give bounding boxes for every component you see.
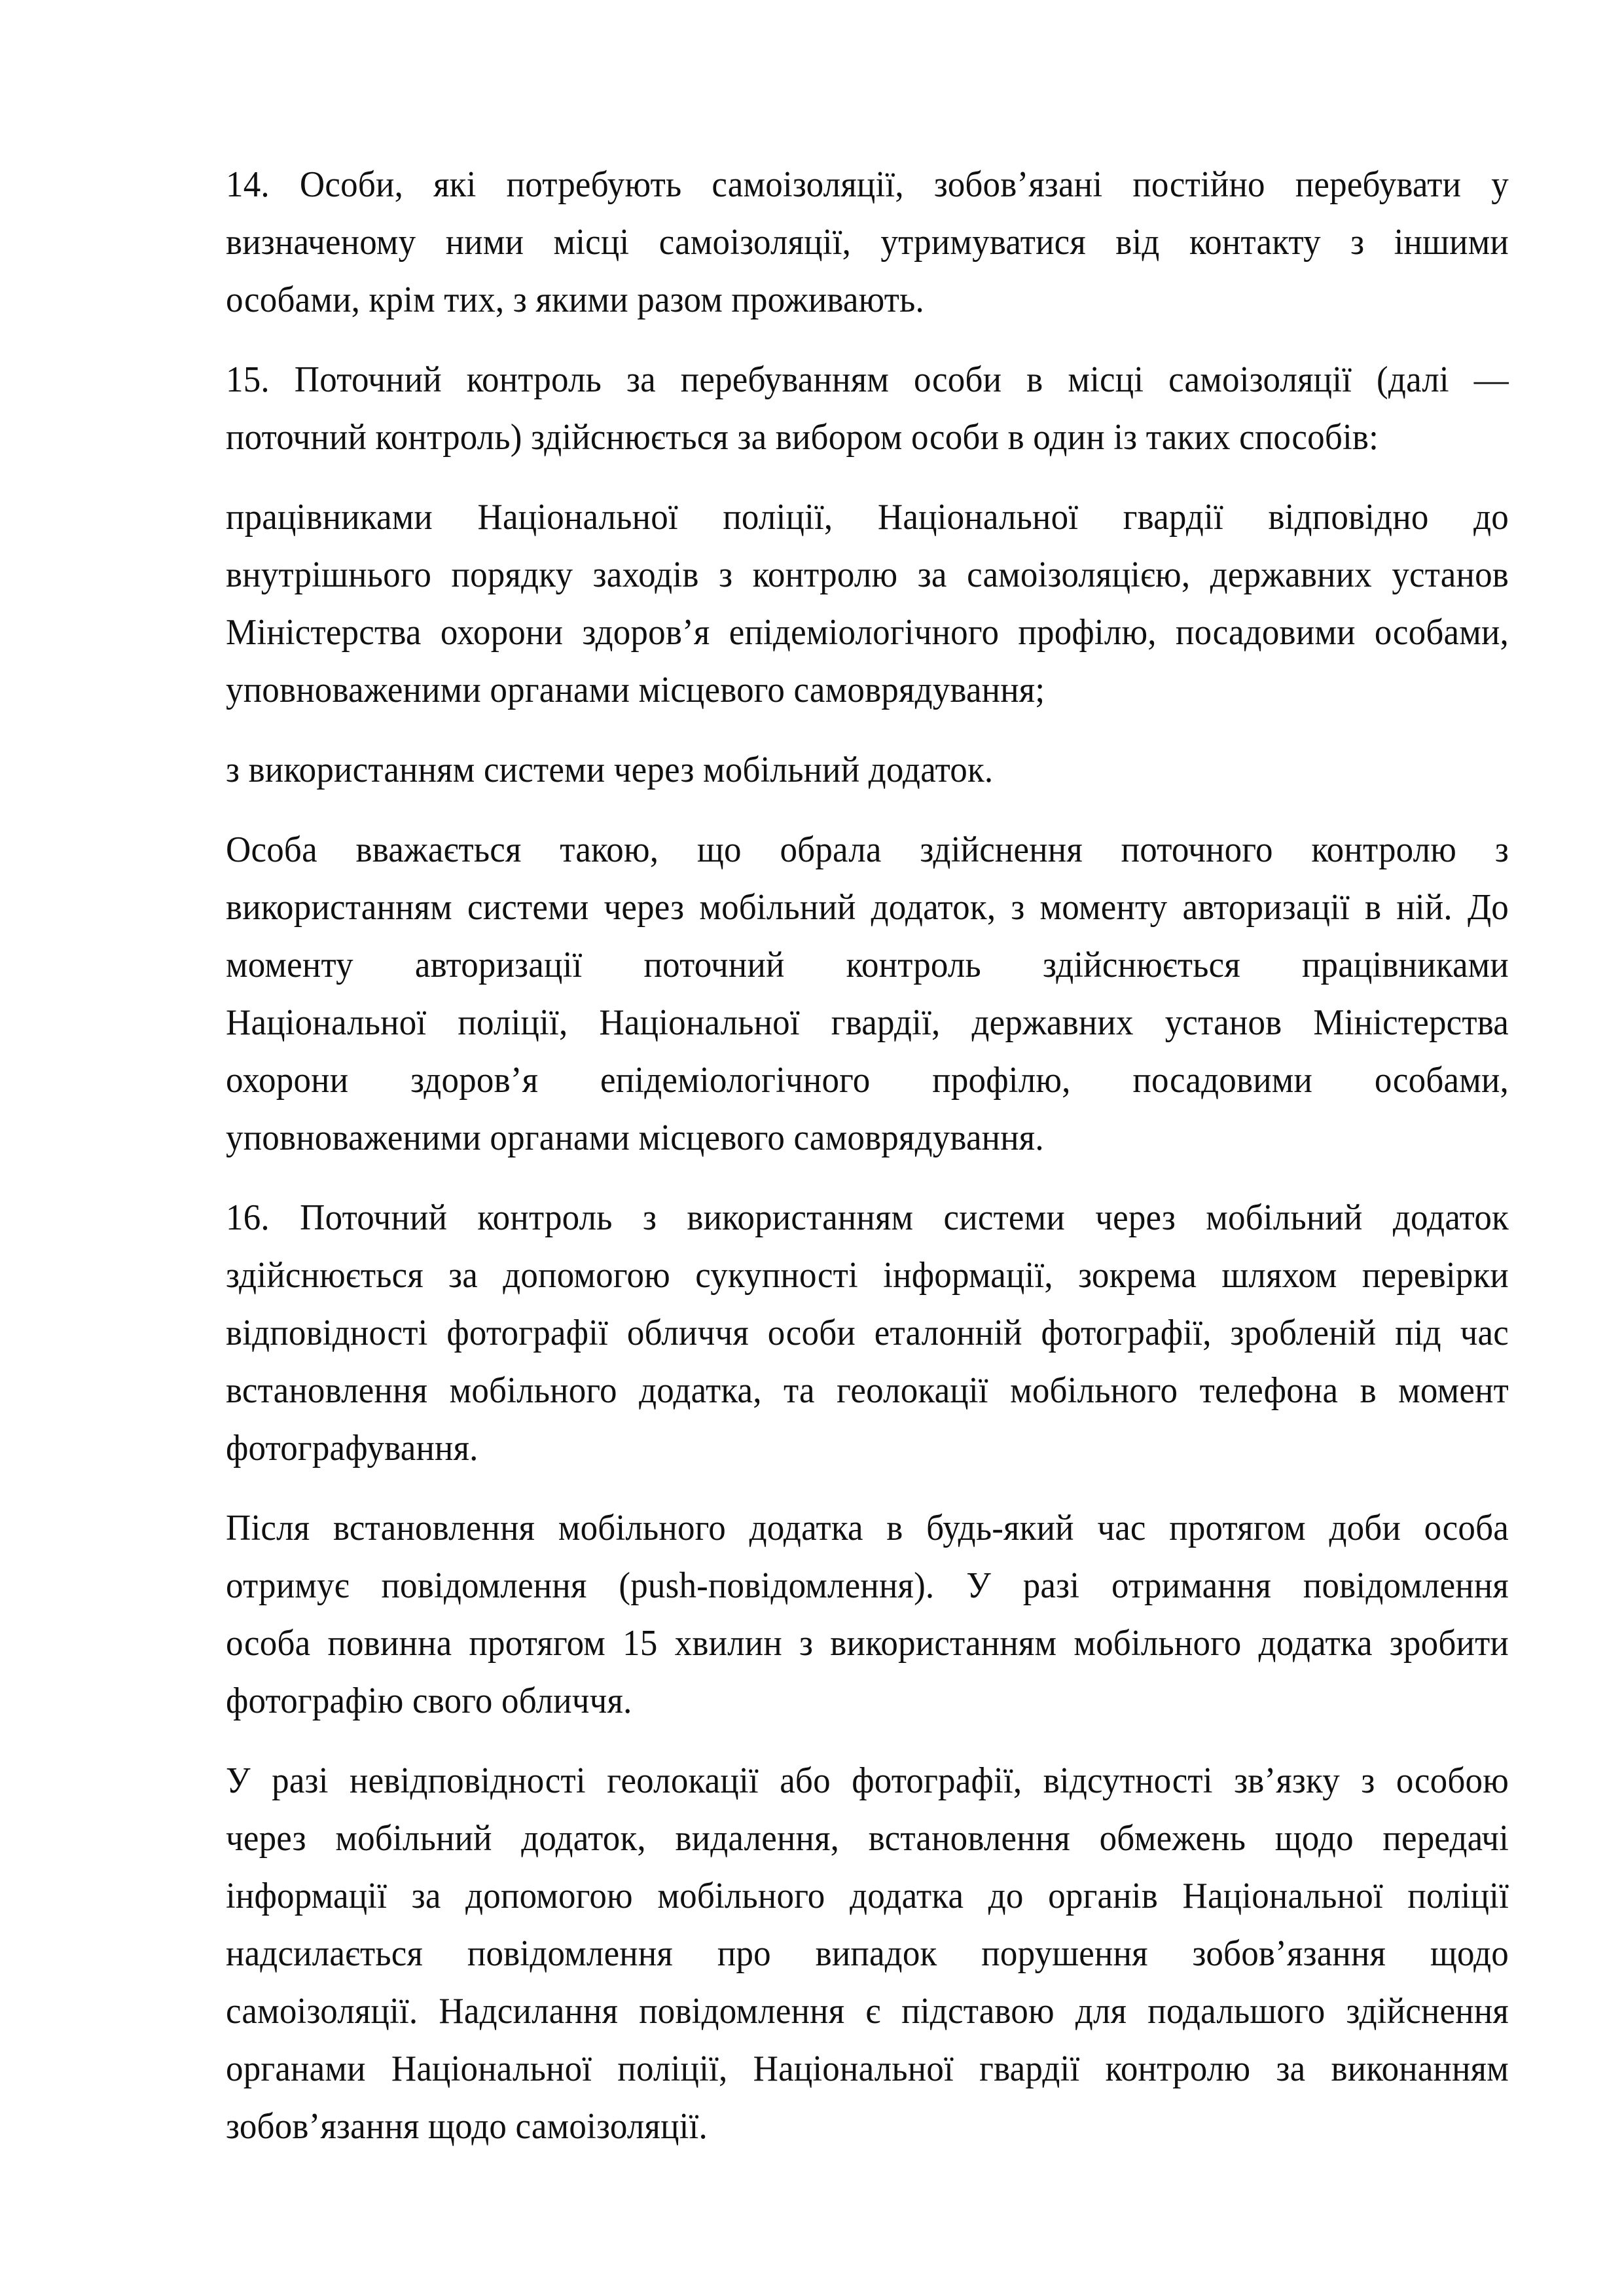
document-body bbox=[226, 156, 1509, 2155]
text-line: фотографування. bbox=[226, 1428, 478, 1468]
text-line: встановлення мобільного додатка, та геолокації мобільного телефона в момент bbox=[226, 1370, 1509, 1411]
text-line: 16. Поточний контроль з використанням системи через мобільний додаток bbox=[226, 1197, 1509, 1238]
text-line: відповідності фотографії обличчя особи еталонній фотографії, зробленій під час bbox=[226, 1313, 1509, 1353]
paragraph bbox=[226, 488, 1509, 719]
text-line: працівниками Національної поліції, Національної гвардії відповідно до bbox=[226, 497, 1509, 538]
text-line: уповноваженими органами місцевого самоврядування. bbox=[226, 1118, 1044, 1158]
paragraph bbox=[226, 1189, 1509, 1477]
text-line: особа повинна протягом 15 хвилин з використанням мобільного додатка зробити bbox=[226, 1623, 1509, 1664]
text-line: зобов’язання щодо самоізоляції. bbox=[226, 2106, 708, 2147]
paragraph bbox=[226, 156, 1509, 329]
text-line: моменту авторизації поточний контроль здійснюється працівниками bbox=[226, 945, 1509, 985]
text-line: через мобільний додаток, видалення, встановлення обмежень щодо передачі bbox=[226, 1818, 1509, 1859]
text-line: Після встановлення мобільного додатка в будь-який час протягом доби особа bbox=[226, 1508, 1509, 1548]
text-line: Особа вважається такою, що обрала здійснення поточного контролю з bbox=[226, 829, 1509, 870]
text-line: особами, крім тих, з якими разом проживають. bbox=[226, 280, 924, 320]
text-line: 15. Поточний контроль за перебуванням особи в місці самоізоляції (далі — bbox=[226, 359, 1509, 400]
paragraph bbox=[226, 1752, 1509, 2155]
text-line: інформації за допомогою мобільного додатка до органів Національної поліції bbox=[226, 1876, 1509, 1916]
text-line: внутрішнього порядку заходів з контролю за самоізоляцією, державних установ bbox=[226, 555, 1509, 595]
text-line: отримує повідомлення (push-повідомлення). У разі отримання повідомлення bbox=[226, 1565, 1509, 1606]
text-line: У разі невідповідності геолокації або фотографії, відсутності зв’язку з особою bbox=[226, 1760, 1509, 1801]
text-line: органами Національної поліції, Національної гвардії контролю за виконанням bbox=[226, 2049, 1509, 2089]
paragraph bbox=[226, 351, 1509, 466]
paragraph bbox=[226, 741, 1509, 799]
text-line: уповноваженими органами місцевого самоврядування; bbox=[226, 670, 1045, 710]
text-line: Міністерства охорони здоров’я епідеміологічного профілю, посадовими особами, bbox=[226, 612, 1509, 653]
text-line: визначеному ними місці самоізоляції, утримуватися від контакту з іншими bbox=[226, 222, 1509, 263]
text-line: здійснюється за допомогою сукупності інформації, зокрема шляхом перевірки bbox=[226, 1255, 1509, 1296]
text-line: самоізоляції. Надсилання повідомлення є підставою для подальшого здійснення bbox=[226, 1991, 1509, 2032]
text-line: з використанням системи через мобільний додаток. bbox=[226, 750, 994, 790]
text-line: 14. Особи, які потребують самоізоляції, зобов’язані постійно перебувати у bbox=[226, 164, 1509, 205]
text-line: поточний контроль) здійснюється за вибором особи в один із таких способів: bbox=[226, 417, 1379, 458]
text-line: охорони здоров’я епідеміологічного профілю, посадовими особами, bbox=[226, 1060, 1509, 1101]
text-line: Національної поліції, Національної гвардії, державних установ Міністерства bbox=[226, 1002, 1509, 1043]
text-line: надсилається повідомлення про випадок порушення зобов’язання щодо bbox=[226, 1933, 1509, 1974]
text-line: фотографію свого обличчя. bbox=[226, 1681, 632, 1721]
paragraph bbox=[226, 821, 1509, 1167]
paragraph bbox=[226, 1499, 1509, 1730]
text-line: використанням системи через мобільний додаток, з моменту авторизації в ній. До bbox=[226, 887, 1509, 928]
